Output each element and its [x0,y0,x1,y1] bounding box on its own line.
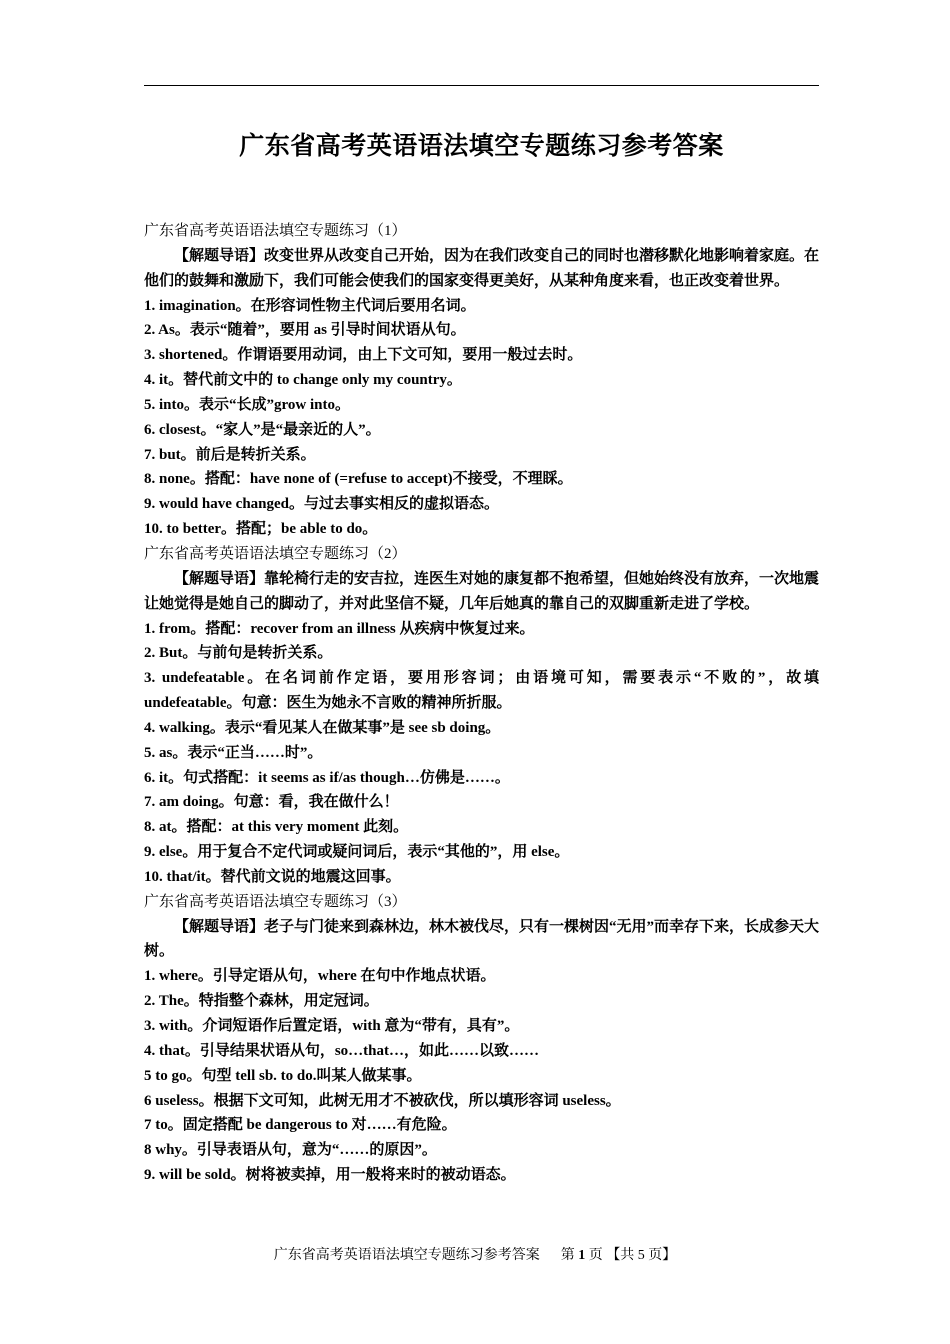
answer-item: 6 useless。根据下文可知，此树无用才不被砍伐，所以填形容词 useless。 [144,1092,621,1109]
exercise-section-2 [144,542,819,890]
section-intro: 【解题导语】老子与门徒来到森林边，林木被伐尽，只有一棵树因“无用”而幸存下来，长成参天大树。 [144,918,820,960]
answer-item: 5 to go。句型 tell sb. to do.叫某人做某事。 [144,1067,422,1084]
footer-total-pages: 【共 5 页】 [606,1248,677,1263]
answer-item: 7. am doing。句意：看，我在做什么！ [144,794,399,811]
document-title: 广东省高考英语语法填空专题练习参考答案 [239,133,724,160]
answer-item: 1. imagination。在形容词性物主代词后要用名词。 [144,297,476,314]
footer-page-number: 1 [578,1248,586,1263]
answer-item: 5. as。表示“正当……时”。 [144,744,323,761]
footer-page-suffix: 页 [588,1248,603,1263]
document-body [144,219,819,1188]
answer-item: 2. As。表示“随着”，要用 as 引导时间状语从句。 [144,322,466,339]
header-rule [144,85,819,86]
section-intro: 【解题导语】靠轮椅行走的安吉拉，连医生对她的康复都不抱希望，但她始终没有放弃，一次地震让她觉得是她自己的脚动了，并对此坚信不疑，几年后她真的靠自己的双脚重新走进了学校。 [144,570,820,612]
answer-item: 3. with。介词短语作后置定语，with 意为“带有，具有”。 [144,1018,520,1034]
answer-item: 9. will be sold。树将被卖掉，用一般将来时的被动语态。 [144,1167,516,1184]
answer-item: 7 to。固定搭配 be dangerous to 对……有危险。 [144,1117,457,1134]
answer-item: 8. at。搭配：at this very moment 此刻。 [144,819,409,836]
exercise-section-3 [144,890,819,1188]
answer-item: 7. but。前后是转折关系。 [144,446,316,463]
footer-doc-name: 广东省高考英语语法填空专题练习参考答案 [273,1248,540,1263]
answer-item: 3. undefeatable。在名词前作定语，要用形容词；由语境可知，需要表示“不败的”，故填 undefeatable。句意：医生为她永不言败的精神所折服。 [144,670,819,712]
page-footer [0,1244,950,1264]
answer-item: 9. would have changed。与过去事实相反的虚拟语态。 [144,496,500,513]
answer-item: 3. shortened。作谓语要用动词，由上下文可知，要用一般过去时。 [144,347,583,364]
answer-item: 9. else。用于复合不定代词或疑问词后，表示“其他的”，用 else。 [144,844,570,861]
answer-item: 8. none。搭配：have none of (=refuse to accept)不接受，不理睬。 [144,471,573,488]
answer-item: 4. walking。表示“看见某人在做某事”是 see sb doing。 [144,719,501,736]
answer-item: 8 why。引导表语从句，意为“……的原因”。 [144,1142,437,1159]
answer-item: 6. closest。“家人”是“最亲近的人”。 [144,421,381,438]
answer-item: 10. to better。搭配；be able to do。 [144,521,378,538]
answer-item: 1. where。引导定语从句，where 在句中作地点状语。 [144,968,496,985]
answer-item: 2. But。与前句是转折关系。 [144,645,333,662]
answer-item: 4. it。替代前文中的 to change only my country。 [144,372,462,389]
section-heading: 广东省高考英语语法填空专题练习（3） [144,893,407,910]
answer-item: 5. into。表示“长成”grow into。 [144,396,350,413]
answer-item: 4. that。引导结果状语从句，so…that…，如此……以致…… [144,1042,540,1059]
answer-item: 2. The。特指整个森林，用定冠词。 [144,993,379,1010]
footer-page-prefix: 第 [560,1248,575,1263]
answer-item: 6. it。句式搭配：it seems as if/as though…仿佛是……。 [144,769,510,786]
exercise-section-1 [144,219,819,542]
section-heading: 广东省高考英语语法填空专题练习（2） [144,545,407,562]
answer-item: 10. that/it。替代前文说的地震这回事。 [144,868,401,885]
answer-item: 1. from。搭配：recover from an illness 从疾病中恢复过来。 [144,620,535,637]
section-heading: 广东省高考英语语法填空专题练习（1） [144,223,407,239]
section-intro: 【解题导语】改变世界从改变自己开始，因为在我们改变自己的同时也潜移默化地影响着家庭。在他们的鼓舞和激励下，我们可能会使我们的国家变得更美好，从某种角度来看，也正改变着世界。 [144,247,820,289]
